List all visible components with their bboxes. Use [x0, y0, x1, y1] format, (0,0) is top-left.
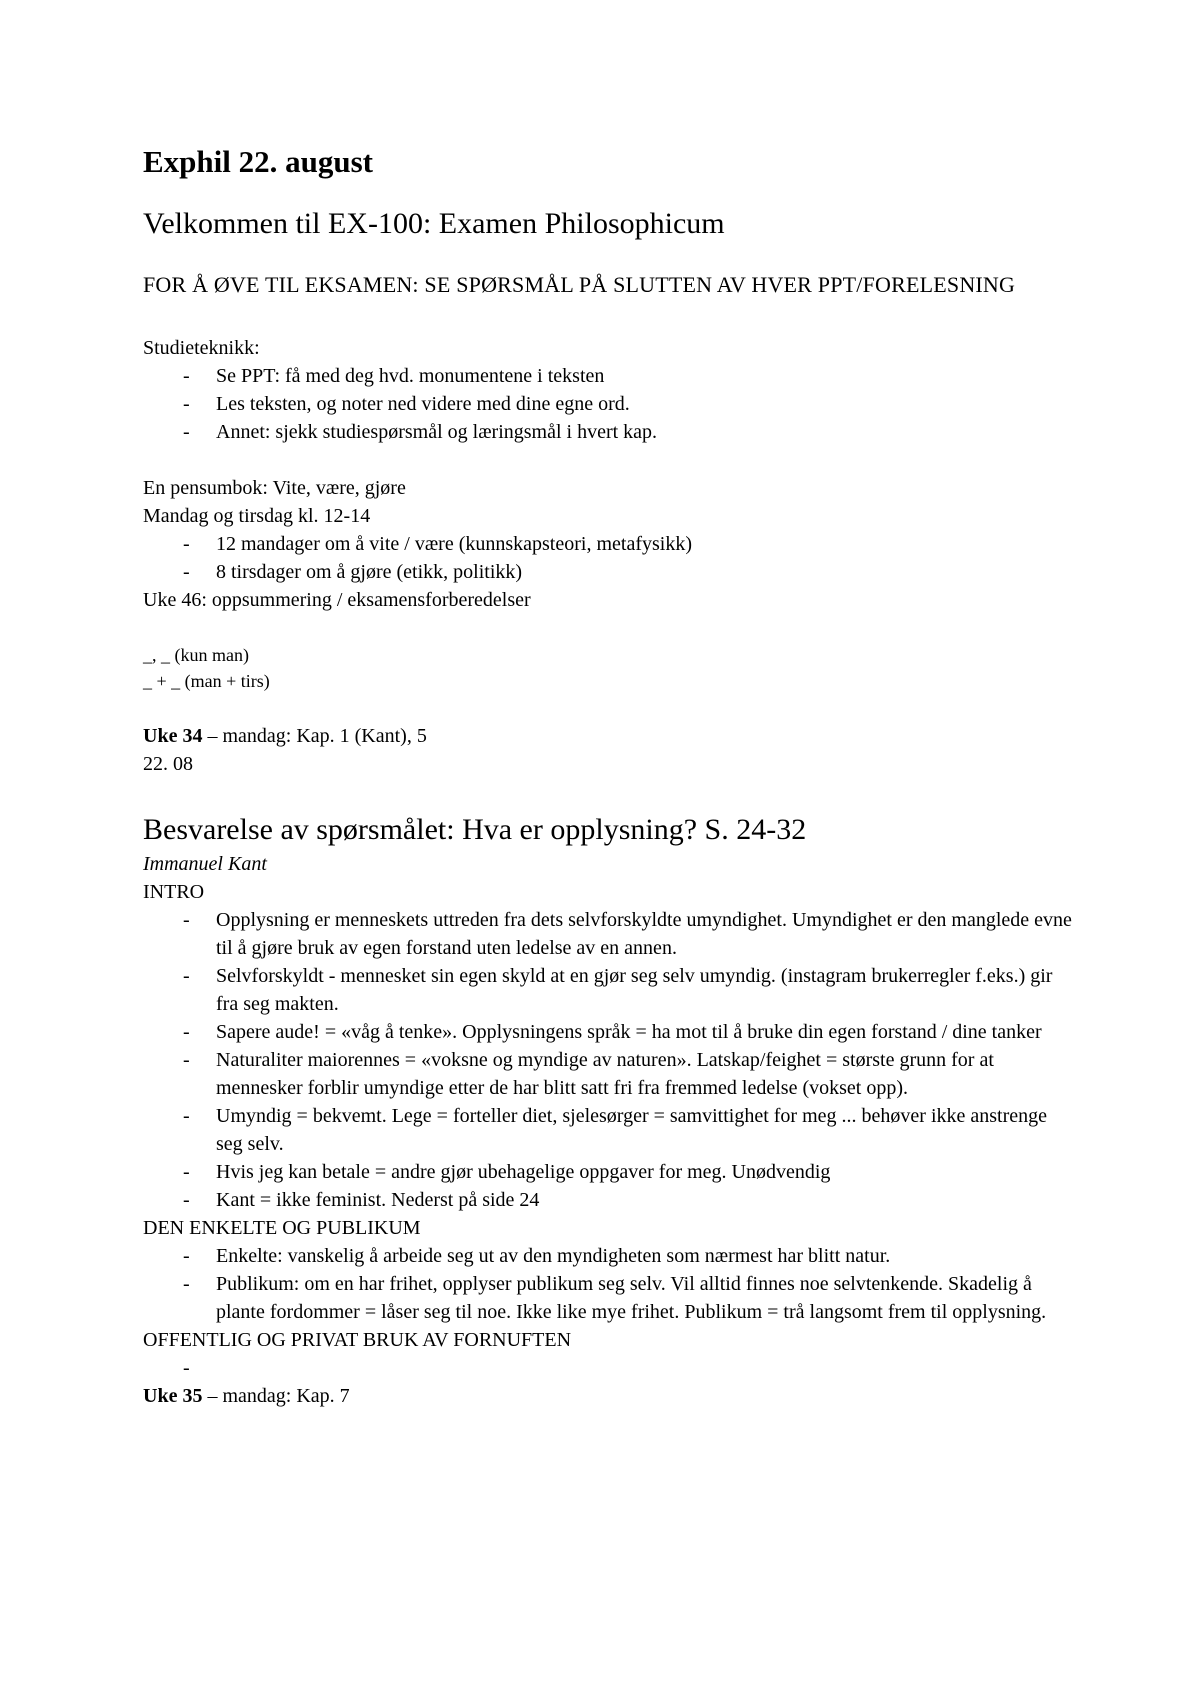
- dash-bullet: -: [183, 1021, 190, 1043]
- list-item-text: Se PPT: få med deg hvd. monumentene i teksten: [216, 365, 605, 387]
- public-list: [143, 1242, 1073, 1326]
- list-item: [143, 418, 1073, 446]
- week34-text: – mandag: Kap. 1 (Kant), 5: [202, 725, 427, 747]
- legend-line: _ + _ (man + tirs): [143, 671, 270, 691]
- list-item: [143, 1018, 1073, 1046]
- list-item-text: Hvis jeg kan betale = andre gjør ubehagelige oppgaver for meg. Unødvendig: [216, 1161, 831, 1183]
- list-item: [143, 1186, 1073, 1214]
- dash-bullet: -: [183, 533, 190, 555]
- list-item: [143, 530, 1073, 558]
- list-item-text: Opplysning er menneskets uttreden fra dets selvforskyldte umyndighet. Umyndighet er den manglede evne til å gjøre bruk av egen forstand uten ledelse av en annen.: [216, 909, 1072, 959]
- reason-list: [143, 1354, 1073, 1382]
- dash-bullet: -: [183, 1357, 190, 1379]
- study-technique-section: [143, 334, 1073, 446]
- week46-note: Uke 46: oppsummering / eksamensforberedelser: [143, 589, 531, 611]
- list-item-text: Naturaliter maiorennes = «voksne og myndige av naturen». Latskap/feighet = største grunn for at mennesker forblir umyndige etter de har blitt satt fri fra fremmed ledelse (vokset opp).: [216, 1049, 994, 1099]
- list-item-text: 8 tirsdager om å gjøre (etikk, politikk): [216, 561, 523, 583]
- list-item: [143, 362, 1073, 390]
- list-item: [143, 1046, 1073, 1102]
- list-item-text: [216, 1357, 221, 1379]
- reason-label: OFFENTLIG OG PRIVAT BRUK AV FORNUFTEN: [143, 1329, 572, 1351]
- week35-line: [143, 1382, 1073, 1410]
- week35-label: Uke 35: [143, 1385, 203, 1407]
- list-item: [143, 1102, 1073, 1158]
- dash-bullet: -: [183, 1105, 190, 1127]
- legend-section: [143, 642, 1073, 694]
- kant-author: Immanuel Kant: [143, 853, 267, 875]
- list-item: [143, 390, 1073, 418]
- list-item-text: Selvforskyldt - mennesket sin egen skyld at en gjør seg selv umyndig. (instagram brukerregler f.eks.) gir fra seg makten.: [216, 965, 1053, 1015]
- list-item: [143, 558, 1073, 586]
- list-item: [143, 1158, 1073, 1186]
- kant-heading: Besvarelse av spørsmålet: Hva er opplysning? S. 24-32: [143, 813, 807, 846]
- list-item-text: Publikum: om en har frihet, opplyser publikum seg selv. Vil alltid finnes noe selvtenkende. Skadelig å plante fordommer = låser seg til noe. Ikke like mye frihet. Publikum = trå langsomt frem til opplysning.: [216, 1273, 1047, 1323]
- intro-list: [143, 906, 1073, 1214]
- list-item: [143, 1354, 1073, 1382]
- study-list: [143, 362, 1073, 446]
- dash-bullet: -: [183, 1161, 190, 1183]
- dash-bullet: -: [183, 1049, 190, 1071]
- list-item-text: Sapere aude! = «våg å tenke». Opplysningens språk = ha mot til å bruke din egen forstand / dine tanker: [216, 1021, 1042, 1043]
- dash-bullet: -: [183, 393, 190, 415]
- course-book: En pensumbok: Vite, være, gjøre: [143, 477, 406, 499]
- week34-date: 22. 08: [143, 753, 193, 775]
- dash-bullet: -: [183, 1245, 190, 1267]
- list-item-text: Les teksten, og noter ned videre med dine egne ord.: [216, 393, 630, 415]
- legend-line: _, _ (kun man): [143, 645, 249, 665]
- week34-label: Uke 34: [143, 725, 203, 747]
- course-list: [143, 530, 1073, 586]
- page-subtitle: Velkommen til EX-100: Examen Philosophicum: [143, 207, 725, 240]
- list-item: [143, 1270, 1073, 1326]
- week34-section: [143, 722, 1073, 778]
- intro-label: INTRO: [143, 881, 205, 903]
- page-title: Exphil 22. august: [143, 144, 374, 179]
- exam-note: FOR Å ØVE TIL EKSAMEN: SE SPØRSMÅL PÅ SLUTTEN AV HVER PPT/FORELESNING: [143, 272, 1016, 297]
- dash-bullet: -: [183, 365, 190, 387]
- dash-bullet: -: [183, 1273, 190, 1295]
- list-item-text: Kant = ikke feminist. Nederst på side 24: [216, 1189, 540, 1211]
- list-item-text: 12 mandager om å vite / være (kunnskapsteori, metafysikk): [216, 533, 692, 555]
- kant-section: [143, 850, 1073, 1410]
- dash-bullet: -: [183, 909, 190, 931]
- course-section: [143, 474, 1073, 614]
- course-schedule: Mandag og tirsdag kl. 12-14: [143, 505, 371, 527]
- list-item-text: Annet: sjekk studiespørsmål og læringsmål i hvert kap.: [216, 421, 658, 443]
- list-item-text: Enkelte: vanskelig å arbeide seg ut av den myndigheten som nærmest har blitt natur.: [216, 1245, 891, 1267]
- dash-bullet: -: [183, 965, 190, 987]
- week34-line: [143, 722, 1073, 750]
- document-page: [143, 140, 1073, 1410]
- list-item-text: Umyndig = bekvemt. Lege = forteller diet, sjelesørger = samvittighet for meg ... behøver ikke anstrenge seg selv.: [216, 1105, 1048, 1155]
- public-label: DEN ENKELTE OG PUBLIKUM: [143, 1217, 421, 1239]
- dash-bullet: -: [183, 561, 190, 583]
- list-item: [143, 906, 1073, 962]
- list-item: [143, 1242, 1073, 1270]
- week35-text: – mandag: Kap. 7: [202, 1385, 350, 1407]
- dash-bullet: -: [183, 1189, 190, 1211]
- study-heading: Studieteknikk:: [143, 337, 260, 359]
- dash-bullet: -: [183, 421, 190, 443]
- list-item: [143, 962, 1073, 1018]
